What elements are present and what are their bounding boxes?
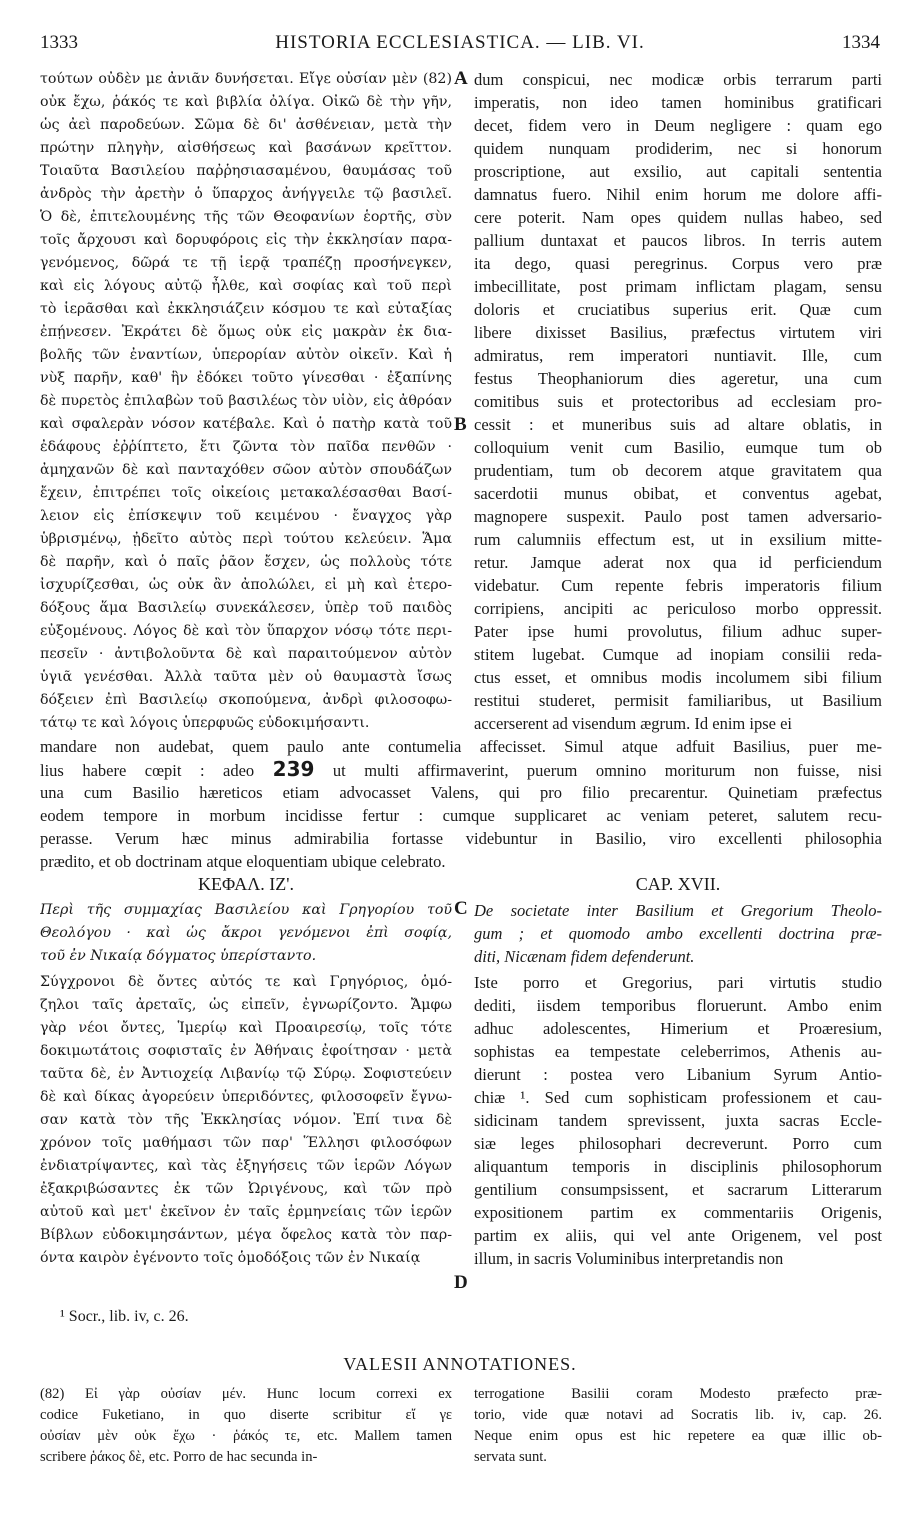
text-line: καὶ εἰς λόγους αὐτῷ ἦλθε, καὶ σοφίας καὶ τοῦ περὶ bbox=[40, 278, 452, 294]
text-line: colloquium venit cum Basilio, eumque tum ob bbox=[474, 438, 882, 457]
text-line: siæ leges philosophari decreverunt. Porro cum bbox=[474, 1134, 882, 1153]
text-line: εὐξομένους. Λόγος δὲ καὶ τὸν ὕπαρχον νόσῳ τότε περι- bbox=[40, 623, 452, 639]
section-marker-a: A bbox=[454, 68, 468, 89]
text-line: Θεολόγου · καὶ ὡς ἄκροι γενόμενοι ἐπὶ σοφίᾳ, bbox=[40, 925, 452, 941]
text-line: (82) Εἰ γὰρ οὐσίαν μέν. Hunc locum correxi ex bbox=[40, 1386, 452, 1402]
text-line: λειον εἰς ἐπίσκεψιν τοῦ κειμένου · ἔναγχος γὰρ bbox=[40, 508, 452, 524]
text-line: cessit : et muneribus suis ad altare oblatis, in bbox=[474, 415, 882, 434]
text-line: βολῆς τῶν ἐναντίων, ὑπερορίαν αὐτὸν οἰκεῖν. Καὶ ἡ bbox=[40, 347, 452, 363]
text-line: pallium duntaxat et paucos libros. In terris autem bbox=[474, 231, 882, 250]
text-line: ἐνδιατρίψαντες, καὶ τὰς ἐξηγήσεις τῶν ἱερῶν Λόγων bbox=[40, 1158, 452, 1174]
text-line: Pater ipse humi provolutus, filium adhuc super- bbox=[474, 622, 882, 641]
text-line: ἀνδρὸς τὴν ἀρετὴν ὁ ὕπαρχος ἀνήγγειλε τῷ βασιλεῖ. bbox=[40, 186, 452, 202]
text-line: ἰσχυρίζεσθαι, ὡς οὐκ ἂν ἀπολώλει, εἰ μὴ καὶ ἑτερο- bbox=[40, 577, 452, 593]
text-line: ἐδάφους ἐῤῥίπτετο, ἔτι ζῶντα τὸν παῖδα πενθῶν · bbox=[40, 439, 452, 455]
text-line: doloris et cruciatibus superius erit. Quæ cum bbox=[474, 300, 882, 319]
text-line: Περὶ τῆς συμμαχίας Βασιλείου καὶ Γρηγορίου τοῦ bbox=[40, 902, 452, 918]
running-title: HISTORIA ECCLESIASTICA. — LIB. VI. bbox=[275, 32, 645, 53]
greek-chapter-title bbox=[40, 899, 452, 968]
text-line: πρώτην πληγὴν, αἰσθήσεως καὶ βασάνων κρεῖττον. bbox=[40, 140, 452, 156]
section-marker-b: B bbox=[454, 414, 467, 435]
text-line: ctus esset, et omnibus modis incolumem sibi filium bbox=[474, 668, 882, 687]
text-line: ἐξακριβώσαντες ἐκ τῶν Ὠριγένους, καὶ τῶν πρὸ bbox=[40, 1181, 452, 1197]
text-line: dediti, iisdem temporibus floruerunt. Ambo enim bbox=[474, 996, 882, 1015]
text-line: comitibus suis et protectoribus ad ecclesiam pro- bbox=[474, 392, 882, 411]
text-line: admiratus, rem imperatori nuntiavit. Ille, cum bbox=[474, 346, 882, 365]
text-line: καὶ σφαλερὰν νόσον κατέβαλε. Καὶ ὁ πατὴρ κατὰ τοῦ bbox=[40, 416, 452, 432]
text-line: cere poterit. Nam opes quidem nullas habeo, sed bbox=[474, 208, 882, 227]
edition-page-number: 239 bbox=[272, 758, 315, 781]
text-line: αὐτοῦ καὶ μετ' ἐκεῖνον ἐν ταῖς ἑρμηνείαις τῶν ἱερῶν bbox=[40, 1204, 452, 1220]
full-width-line: mandare non audebat, quem paulo ante contumelia affecisset. Simul atque adfuit Basilius, puer me- bbox=[40, 737, 882, 756]
greek-column-top bbox=[40, 68, 452, 735]
text-line: δοκιμωτάτοις σοφισταῖς ἐν Ἀθήναις ἐφοίτησαν · μετὰ bbox=[40, 1043, 452, 1059]
text-line: quidem nunquam prodiderim, nec si honorum bbox=[474, 139, 882, 158]
text-line: proscriptione, aut exsilio, aut capitali sententia bbox=[474, 162, 882, 181]
text-line: prudentiam, tum ob decorem atque gravitatem qua bbox=[474, 461, 882, 480]
text-line: δὲ πυρετὸς ἐπιλαβὼν τοῦ βασιλέως τὸν υἱὸν, εἰς ἀθρόαν bbox=[40, 393, 452, 409]
text-line: perasse. Verum hæc minus admirabilia fortasse videbuntur in Basilio, viro excellenti philosophia bbox=[40, 829, 882, 848]
text-line: gentilium consumpsissent, et sacrarum Litterarum bbox=[474, 1180, 882, 1199]
text-line: expositionem partim ex commentariis Origenis, bbox=[474, 1203, 882, 1222]
annotations-right-column bbox=[474, 1384, 882, 1468]
text-line: stitem lugebat. Cumque ad inopiam consilii reda- bbox=[474, 645, 882, 664]
text-line: sophistas ea tempestate celeberrimos, Athenis au- bbox=[474, 1042, 882, 1061]
text-line: libere dixisset Basilius, præfectus virtutem viri bbox=[474, 323, 882, 342]
text-line: ἔχειν, ἐπιτρέπει τοῖς οἰκείοις μετακαλέσασθαι Βασί- bbox=[40, 485, 452, 501]
text-line: damnatus fuero. Nihil enim horum me dolore affi- bbox=[474, 185, 882, 204]
text-line: Τοιαῦτα Βασιλείου παῤῥησιασαμένου, θαυμάσας τοῦ bbox=[40, 163, 452, 179]
page-number-left: 1333 bbox=[40, 32, 78, 53]
latin-chapter-heading: CAP. XVII. bbox=[635, 874, 721, 894]
text-line: illum, in sacris Voluminibus interpretandis non bbox=[474, 1249, 784, 1268]
full-width-line-start: lius habere cœpit : adeo bbox=[40, 761, 255, 780]
text-line: ταῦτα δὲ, ἐν Ἀντιοχείᾳ Λιβανίῳ τῷ Σύρῳ. Σοφιστεύειν bbox=[40, 1066, 452, 1082]
text-line: οὐσίαν μὲν οὐκ ἔχω · ῥάκός τε, etc. Mallem tamen bbox=[40, 1428, 452, 1444]
text-line: corripiens, ancipiti ac periculoso morbo oppressit. bbox=[474, 599, 882, 618]
full-width-line bbox=[40, 758, 882, 781]
text-line: τὸ ἱερᾶσθαι καὶ ἐκκλησιάζειν κόσμου τε καὶ εὐταξίας bbox=[40, 301, 452, 317]
text-line: partim ex aliis, qui vel ante Origenem, vel post bbox=[474, 1226, 882, 1245]
text-line: ἐπῄνεσεν. Ἐκράτει δὲ ὅμως οὐκ εἰς μακρὰν ἐκ δια- bbox=[40, 324, 452, 340]
text-line: una cum Basilio hæreticos etiam advocasset Valens, qui pro filio precarentur. Quinetiam præfectus bbox=[40, 783, 882, 802]
text-line: σαν κατὰ τὸν τῆς Ἐκκλησίας νόμον. Ἐπί τινα δὲ bbox=[40, 1112, 452, 1128]
text-line: magnopere suspexit. Paulo post tamen adversario- bbox=[474, 507, 882, 526]
text-line: ἀμηχανῶν δὲ καὶ πανταχόθεν σῶον αὐτὸν σπουδάζων bbox=[40, 462, 452, 478]
text-line: diti, Nicænam fidem defenderunt. bbox=[474, 947, 695, 966]
text-line: Βίβλων εὐδοκιμησάντων, μέγα ὄφελος κατὰ τὸν παρ- bbox=[40, 1227, 452, 1243]
text-line: decet, fidem vero in Deum negligere : quam ego bbox=[474, 116, 882, 135]
latin-column-top bbox=[474, 68, 882, 735]
full-width-line-end: ut multi affirmaverint, puerum omnino moriturum non fuisse, nisi bbox=[332, 761, 882, 780]
section-marker-c: C bbox=[454, 898, 468, 919]
latin-chapter-title bbox=[474, 899, 882, 968]
text-line: aliquantum temporis in disciplinis philosophorum bbox=[474, 1157, 882, 1176]
text-line: eodem tempore in morbum incidisse fertur : cumque supplicaret ac veniam peteret, salutem recu- bbox=[40, 806, 882, 825]
text-line: οὐκ ἔχω, ῥάκός τε καὶ βιβλία ὀλίγα. Οἰκῶ δὲ τὴν γῆν, bbox=[40, 94, 452, 110]
full-width-lines bbox=[40, 781, 882, 873]
text-line: scribere ῥάκος δὲ, etc. Porro de hac secunda in- bbox=[40, 1449, 318, 1465]
text-line: δὲ καὶ δίκας ἀγορεύειν ὑπεριδόντες, φιλοσοφεῖν ἔγνω- bbox=[40, 1089, 452, 1105]
text-line: ὡς ἀεὶ παροδεύων. Σῶμα δὲ δι' ἀσθένειαν, μετὰ τὴν bbox=[40, 117, 452, 133]
text-line: νὺξ παρῆν, καθ' ἣν ἐδόκει τοῦτο γίνεσθαι · ἐξαπίνης bbox=[40, 370, 452, 386]
text-line: servata sunt. bbox=[474, 1449, 547, 1465]
text-line: restitui studeret, permisit familiaribus, ut Basilium bbox=[474, 691, 882, 710]
annotations-left-column bbox=[40, 1384, 452, 1468]
text-line: ζηλοι ταῖς ἀρεταῖς, ὡς εἰπεῖν, ἐγνωρίζοντο. Ἄμφω bbox=[40, 997, 452, 1013]
text-line: πεσεῖν · ἀντιβολοῦντα δὲ καὶ παραιτούμενον αὐτὸν bbox=[40, 646, 452, 662]
greek-column-bottom bbox=[40, 971, 452, 1270]
text-line: retur. Jamque aderat nox qua id perficiendum bbox=[474, 553, 882, 572]
text-line: imbecillitate, post primam inflictam plagam, sensu bbox=[474, 277, 882, 296]
text-line: τοῖς ἄρχουσι καὶ δορυφόροις εἰς τὴν ἐκκλησίαν παρα- bbox=[40, 232, 452, 248]
footnote: ¹ Socr., lib. iv, c. 26. bbox=[60, 1308, 189, 1325]
text-line: De societate inter Basilium et Gregorium Theolo- bbox=[474, 901, 882, 920]
text-line: dum conspicui, nec modicæ orbis terrarum parti bbox=[474, 70, 882, 89]
full-width-text bbox=[40, 735, 882, 873]
text-line: όντα καιρὸν ἐγένοντο τοῖς ὁμοδόξοις τῶν ἐν Νικαίᾳ bbox=[40, 1250, 421, 1266]
text-line: Iste porro et Gregorius, pari virtutis studio bbox=[474, 973, 882, 992]
annotations-title: VALESII ANNOTATIONES. bbox=[343, 1354, 577, 1374]
text-line: videbatur. Cum repente febris imperatoris filium bbox=[474, 576, 882, 595]
page-number-right: 1334 bbox=[842, 32, 880, 53]
greek-chapter-heading: ΚΕΦΑΛ. ΙΖ'. bbox=[197, 874, 295, 894]
text-line: gum ; et quomodo ambo excellenti doctrina præ- bbox=[474, 924, 882, 943]
text-line: γὰρ νέοι ὄντες, Ἱμερίῳ καὶ Προαιρεσίῳ, τοῖς τότε bbox=[40, 1020, 452, 1036]
section-marker-d: D bbox=[454, 1272, 468, 1293]
text-line: δόξους ἅμα Βασιλείῳ συνεκάλεσεν, ὑπὲρ τοῦ παιδὸς bbox=[40, 600, 452, 616]
text-line: Neque enim opus est hic repetere ea quæ illic ob- bbox=[474, 1428, 882, 1444]
text-line: δὲ παρῆν, καὶ ὁ παῖς ῥᾶον ἔσχεν, ὡς πολλοὺς τότε bbox=[40, 554, 452, 570]
text-line: τάτῳ τε καὶ λόγοις ὑπερφυῶς εὐδοκιμήσαντι. bbox=[40, 715, 370, 731]
text-line: prædito, et ob doctrinam atque eloquentiam ubique celebrato. bbox=[40, 852, 446, 871]
text-line: ita dego, quasi peregrinus. Corpus vero præ bbox=[474, 254, 882, 273]
text-line: γενόμενος, δῶρά τε τῇ ἱερᾷ τραπέζῃ προσήνεγκεν, bbox=[40, 255, 452, 271]
text-line: imperatis, non ideo tamen hominibus gratificari bbox=[474, 93, 882, 112]
running-header bbox=[40, 32, 880, 60]
text-line: rum calumniis effectum est, ut in exsilium mitte- bbox=[474, 530, 882, 549]
text-line: δόξειεν ἐπὶ Βασιλείῳ σκοπούμενα, ἀνδρὶ φιλοσοφω- bbox=[40, 692, 452, 708]
text-line: χρόνον τοῖς μαθήμασι τῶν παρ' Ἕλλησι φιλοσόφων bbox=[40, 1135, 452, 1151]
text-line: terrogatione Basilii coram Modesto præfecto præ- bbox=[474, 1386, 882, 1402]
text-line: festus Theophaniorum dies ageretur, una cum bbox=[474, 369, 882, 388]
text-line: Σύγχρονοι δὲ ὄντες αὐτός τε καὶ Γρηγόριος, ὁμό- bbox=[40, 974, 452, 990]
text-line: sidicinam tandem sprevissent, juxta sacras Eccle- bbox=[474, 1111, 882, 1130]
text-line: ὑβρισμένῳ, ᾐδεῖτο αὐτὸς περὶ τούτου κελεύειν. Ἅμα bbox=[40, 531, 452, 547]
text-line: dierunt : postea vero Libanium Syrum Antio- bbox=[474, 1065, 882, 1084]
latin-column-bottom bbox=[474, 971, 882, 1270]
text-line: accerserent ad visendum ægrum. Id enim ipse ei bbox=[474, 714, 792, 733]
text-line: τοῦ ἐν Νικαίᾳ δόγματος ὑπερίσταντο. bbox=[40, 948, 317, 964]
text-line: sacerdotii munus obibat, et conventus agebat, bbox=[474, 484, 882, 503]
text-line: adhuc adolescentes, Himerium et Proæresium, bbox=[474, 1019, 882, 1038]
text-line: ὑγιᾶ γενέσθαι. Ἀλλὰ ταῦτα μὲν οὐ θαυμαστὰ ἴσως bbox=[40, 669, 452, 685]
text-line: torio, vide quæ notavi ad Socratis lib. iv, cap. 26. bbox=[474, 1407, 882, 1423]
text-line: Ὁ δὲ, ἐπιτελουμένης τῆς τῶν Θεοφανίων ἑορτῆς, σὺν bbox=[40, 209, 452, 225]
text-line: codice Fuketiano, in quo diserte scribitur εἴ γε bbox=[40, 1407, 452, 1423]
text-line: τούτων οὐδὲν με ἀνιᾶν δυνήσεται. Εἴγε οὐσίαν μὲν (82) bbox=[40, 71, 452, 87]
text-line: chiæ ¹. Sed cum sophisticam professionem et cau- bbox=[474, 1088, 882, 1107]
